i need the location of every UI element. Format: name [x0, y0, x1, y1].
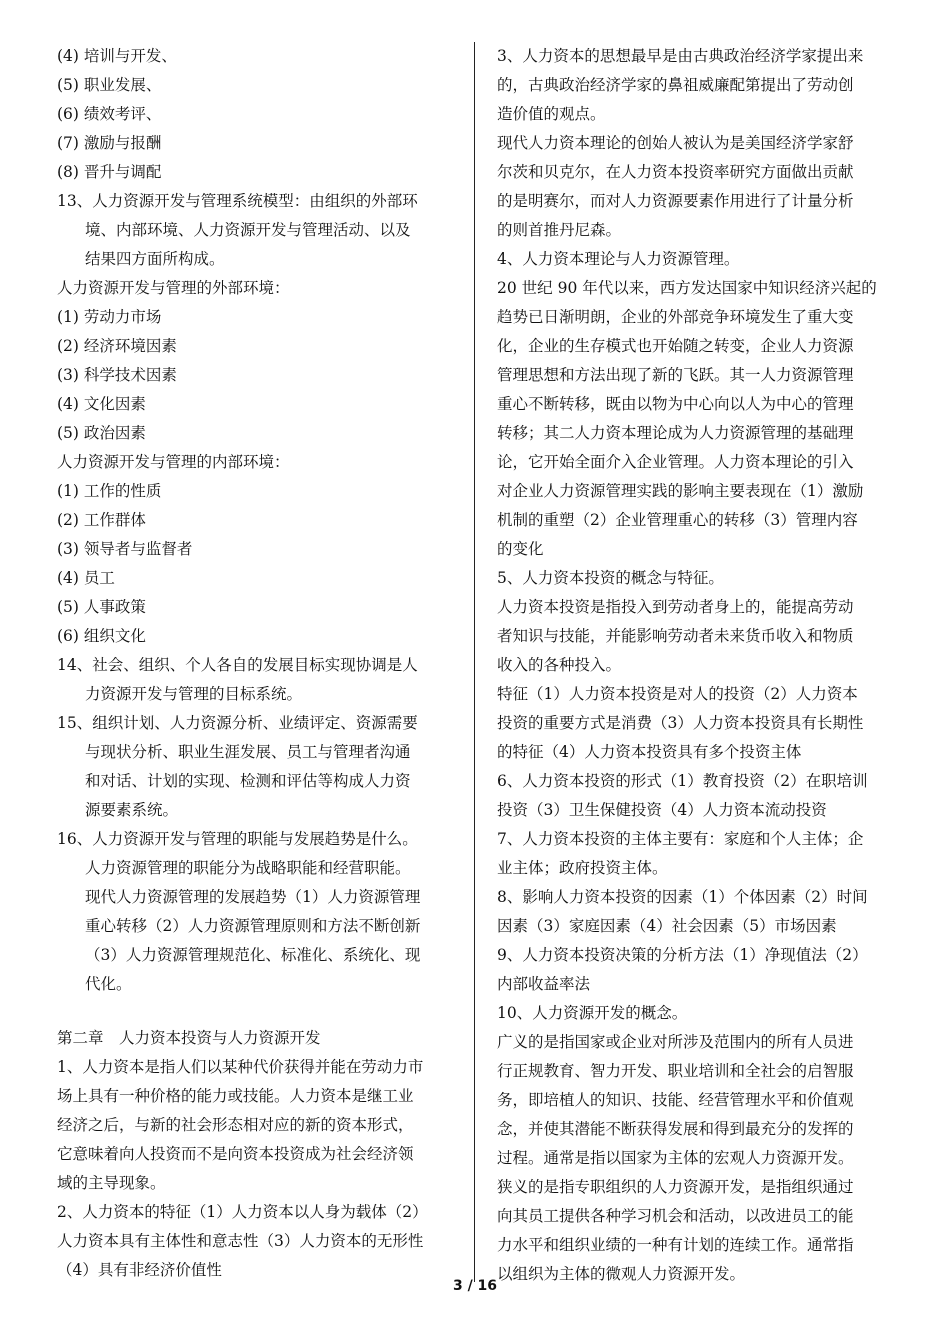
text-line: 5、人力资本投资的概念与特征。: [497, 569, 724, 587]
text-line: 对企业人力资源管理实践的影响主要表现在（1）激励: [497, 482, 864, 500]
text-line: (8) 晋升与调配: [57, 163, 162, 181]
text-line: 的，古典政治经济学家的鼻祖威廉配第提出了劳动创: [497, 76, 854, 94]
text-line: 者知识与技能，并能影响劳动者未来货币收入和物质: [497, 627, 854, 645]
text-line: 3、人力资本的思想最早是由古典政治经济学家提出来: [497, 47, 864, 65]
text-line: 7、人力资本投资的主体主要有：家庭和个人主体；企: [497, 830, 864, 848]
text-line: 力资源开发与管理的目标系统。: [85, 685, 303, 703]
text-line: 力水平和组织业绩的一种有计划的连续工作。通常指: [497, 1236, 854, 1254]
text-line: 向其员工提供各种学习机会和活动，以改进员工的能: [497, 1207, 854, 1225]
text-line: 的变化: [497, 540, 544, 558]
text-line: 20 世纪 90 年代以来，西方发达国家中知识经济兴起的: [497, 279, 877, 297]
text-line: 现代人力资源管理的发展趋势（1）人力资源管理: [85, 888, 421, 906]
text-line: 投资的重要方式是消费（3）人力资本投资具有长期性: [497, 714, 864, 732]
text-line: 广义的是指国家或企业对所涉及范围内的所有人员进: [497, 1033, 854, 1051]
text-line: 10、人力资源开发的概念。: [497, 1004, 688, 1022]
text-line: 特征（1）人力资本投资是对人的投资（2）人力资本: [497, 685, 858, 703]
text-line: 人力资本具有主体性和意志性（3）人力资本的无形性: [57, 1232, 424, 1250]
text-line: 收入的各种投入。: [497, 656, 622, 674]
text-line: 人力资源管理的职能分为战略职能和经营职能。: [85, 859, 411, 877]
text-line: 的则首推丹尼森。: [497, 221, 622, 239]
text-line: 行正规教育、智力开发、职业培训和全社会的启智服: [497, 1062, 854, 1080]
text-line: (5) 职业发展、: [57, 76, 162, 94]
text-line: 现代人力资本理论的创始人被认为是美国经济学家舒: [497, 134, 854, 152]
text-line: （3）人力资源管理规范化、标准化、系统化、现: [85, 946, 421, 964]
text-line: (5) 政治因素: [57, 424, 146, 442]
text-line: (4) 员工: [57, 569, 115, 587]
section-gap: [57, 999, 455, 1024]
text-line: 1、人力资本是指人们以某种代价获得并能在劳动力市: [57, 1058, 424, 1076]
text-line: 境、内部环境、人力资源开发与管理活动、以及: [85, 221, 411, 239]
text-line: 与现状分析、职业生涯发展、员工与管理者沟通: [85, 743, 411, 761]
text-line: 管理思想和方法出现了新的飞跃。其一人力资源管理: [497, 366, 854, 384]
text-line: (2) 经济环境因素: [57, 337, 177, 355]
text-line: 它意味着向人投资而不是向资本投资成为社会经济领: [57, 1145, 414, 1163]
page-number: 3 / 16: [452, 1278, 498, 1294]
text-line: 造价值的观点。: [497, 105, 606, 123]
text-line: （4）具有非经济价值性: [57, 1261, 222, 1279]
column-divider: [474, 42, 475, 1282]
text-line: 人力资本投资是指投入到劳动者身上的，能提高劳动: [497, 598, 854, 616]
text-line: 务，即培植人的知识、技能、经营管理水平和价值观: [497, 1091, 854, 1109]
text-line: 场上具有一种价格的能力或技能。人力资本是继工业: [57, 1087, 414, 1105]
text-line: 13、人力资源开发与管理系统模型：由组织的外部环: [57, 192, 418, 210]
text-line: 人力资源开发与管理的外部环境：: [57, 279, 290, 297]
text-line: 的是明赛尔，而对人力资源要素作用进行了计量分析: [497, 192, 854, 210]
text-line: 经济之后，与新的社会形态相对应的新的资本形式，: [57, 1116, 414, 1134]
text-line: (1) 工作的性质: [57, 482, 162, 500]
text-line: 内部收益率法: [497, 975, 591, 993]
text-line: 8、影响人力资本投资的因素（1）个体因素（2）时间: [497, 888, 868, 906]
text-line: (3) 领导者与监督者: [57, 540, 193, 558]
left-column: [57, 42, 455, 1285]
text-line: 6、人力资本投资的形式（1）教育投资（2）在职培训: [497, 772, 868, 790]
text-line: 以组织为主体的微观人力资源开发。: [497, 1265, 746, 1283]
text-line: 业主体；政府投资主体。: [497, 859, 668, 877]
text-line: 4、人力资本理论与人力资源管理。: [497, 250, 740, 268]
text-line: 化，企业的生存模式也开始随之转变，企业人力资源: [497, 337, 854, 355]
text-line: 论，它开始全面介入企业管理。人力资本理论的引入: [497, 453, 854, 471]
text-line: 转移；其二人力资本理论成为人力资源管理的基础理: [497, 424, 854, 442]
text-line: 14、社会、组织、个人各自的发展目标实现协调是人: [57, 656, 418, 674]
text-line: (1) 劳动力市场: [57, 308, 162, 326]
text-line: 趋势已日渐明朗，企业的外部竞争环境发生了重大变: [497, 308, 854, 326]
text-line: 念，并使其潜能不断获得发展和得到最充分的发挥的: [497, 1120, 854, 1138]
text-line: 重心不断转移，既由以物为中心向以人为中心的管理: [497, 395, 854, 413]
right-column: [497, 42, 897, 1289]
text-line: 结果四方面所构成。: [85, 250, 225, 268]
text-line: (7) 激励与报酬: [57, 134, 162, 152]
text-line: 因素（3）家庭因素（4）社会因素（5）市场因素: [497, 917, 837, 935]
text-line: 过程。通常是指以国家为主体的宏观人力资源开发。: [497, 1149, 854, 1167]
text-line: 9、人力资本投资决策的分析方法（1）净现值法（2）: [497, 946, 868, 964]
text-line: 域的主导现象。: [57, 1174, 166, 1192]
text-line: 的特征（4）人力资本投资具有多个投资主体: [497, 743, 802, 761]
text-line: (4) 文化因素: [57, 395, 146, 413]
text-line: (2) 工作群体: [57, 511, 146, 529]
text-line: 16、人力资源开发与管理的职能与发展趋势是什么。: [57, 830, 418, 848]
text-line: 狭义的是指专职组织的人力资源开发，是指组织通过: [497, 1178, 854, 1196]
text-line: 2、人力资本的特征（1）人力资本以人身为载体（2）: [57, 1203, 428, 1221]
text-line: 重心转移（2）人力资源管理原则和方法不断创新: [85, 917, 421, 935]
text-line: (5) 人事政策: [57, 598, 146, 616]
text-line: 代化。: [85, 975, 132, 993]
text-line: 人力资源开发与管理的内部环境：: [57, 453, 290, 471]
text-line: (4) 培训与开发、: [57, 47, 177, 65]
text-line: 和对话、计划的实现、检测和评估等构成人力资: [85, 772, 411, 790]
text-line: 第二章 人力资本投资与人力资源开发: [57, 1029, 321, 1047]
text-line: (6) 绩效考评、: [57, 105, 162, 123]
text-line: 源要素系统。: [85, 801, 179, 819]
text-line: 机制的重塑（2）企业管理重心的转移（3）管理内容: [497, 511, 858, 529]
text-line: (6) 组织文化: [57, 627, 146, 645]
text-line: 尔茨和贝克尔，在人力资本投资率研究方面做出贡献: [497, 163, 854, 181]
text-line: 投资（3）卫生保健投资（4）人力资本流动投资: [497, 801, 827, 819]
text-line: (3) 科学技术因素: [57, 366, 177, 384]
text-line: 15、组织计划、人力资源分析、业绩评定、资源需要: [57, 714, 418, 732]
